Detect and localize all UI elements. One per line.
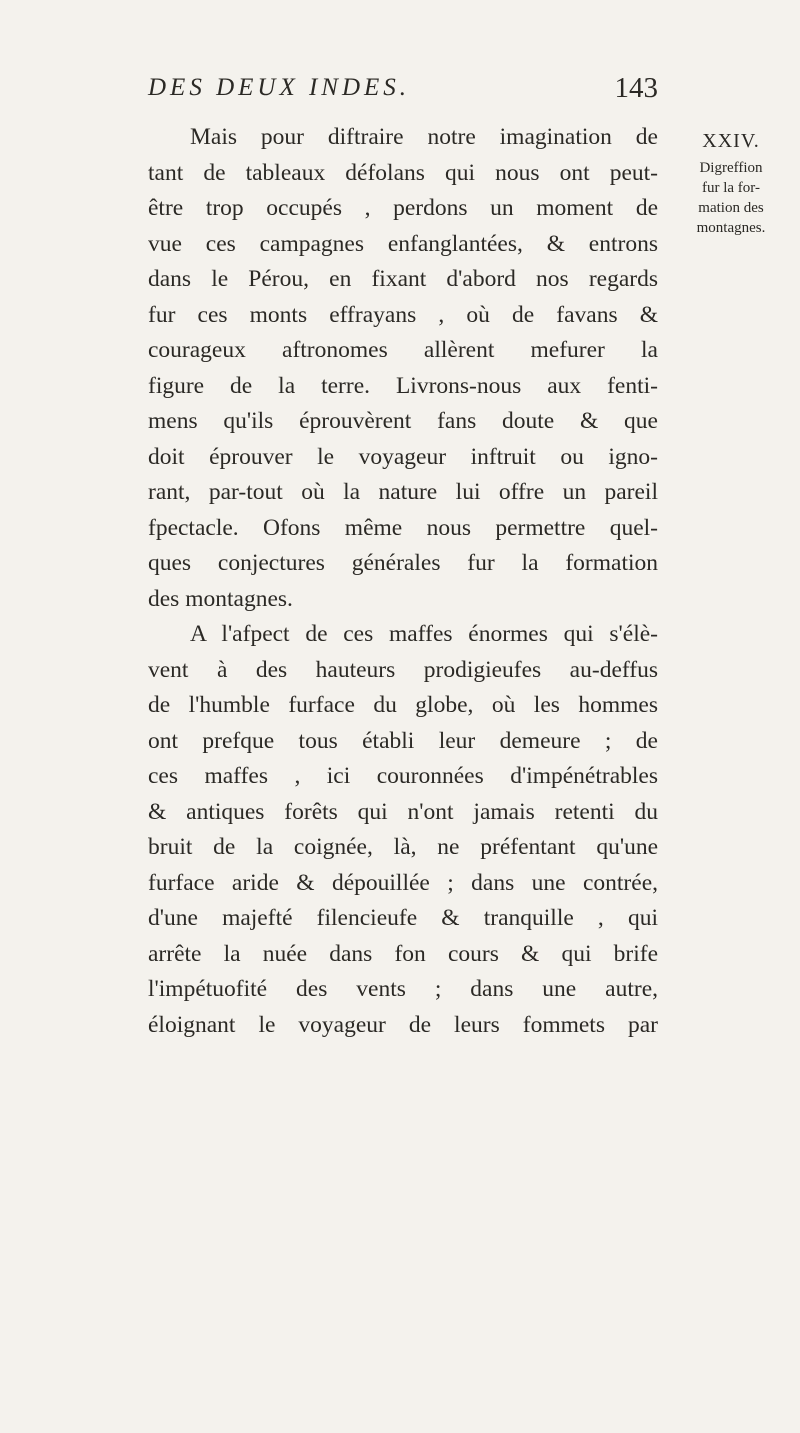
text-line: l'impétuofité des vents ; dans une autre, — [148, 976, 658, 1002]
text-line: figure de la terre. Livrons-nous aux fenti- — [148, 372, 658, 399]
text-line: mens qu'ils éprouvèrent fans doute & que — [148, 408, 658, 434]
margin-note-line: montagnes. — [696, 220, 766, 236]
text-line: ques conjectures générales fur la formation — [148, 550, 658, 576]
text-line: bruit de la coignée, là, ne préfentant qu'une — [148, 834, 658, 860]
margin-note-line: mation des — [698, 200, 764, 216]
text-line: éloignant le voyageur de leurs fommets par — [148, 1011, 658, 1038]
text-line: tant de tableaux défolans qui nous ont peut- — [148, 159, 658, 186]
text-line: doit éprouver le voyageur inftruit ou igno- — [148, 443, 658, 470]
text-line: ces maffes , ici couronnées d'impénétrables — [148, 763, 658, 789]
margin-note-line: fur la for- — [701, 180, 760, 196]
text-line: & antiques forêts qui n'ont jamais retenti du — [148, 798, 658, 825]
text-line: furface aride & dépouillée ; dans une contrée, — [148, 869, 658, 896]
margin-note-line: Digreffion — [699, 160, 763, 176]
text-line: ont prefque tous établi leur demeure ; de — [148, 727, 658, 754]
text-line: rant, par-tout où la nature lui offre un pareil — [148, 479, 658, 505]
text-line: A l'afpect de ces maffes énormes qui s'élè- — [190, 621, 658, 647]
text-line: des montagnes. — [148, 585, 293, 612]
margin-note — [666, 124, 796, 238]
text-line: d'une majefté filencieufe & tranquille , qui — [148, 905, 658, 931]
text-line: courageux aftronomes allèrent mefurer la — [148, 337, 658, 363]
text-line: fur ces monts effrayans , où de favans & — [148, 301, 658, 328]
text-line: fpectacle. Ofons même nous permettre quel- — [148, 514, 658, 541]
running-title: DES DEUX INDES. — [148, 74, 411, 101]
margin-note-number: XXIV. — [702, 130, 760, 152]
running-head — [148, 66, 658, 110]
text-line: dans le Pérou, en fixant d'abord nos regards — [148, 266, 658, 292]
text-line: de l'humble furface du globe, où les hommes — [148, 692, 658, 718]
page-number: 143 — [614, 72, 658, 104]
text-line: arrête la nuée dans fon cours & qui brife — [148, 940, 658, 967]
text-line: vent à des hauteurs prodigieufes au-deffus — [148, 656, 658, 683]
text-line: vue ces campagnes enfanglantées, & entrons — [148, 230, 658, 257]
text-line: Mais pour diftraire notre imagination de — [190, 124, 658, 150]
text-line: être trop occupés , perdons un moment de — [148, 195, 658, 221]
body-text — [148, 120, 658, 1043]
